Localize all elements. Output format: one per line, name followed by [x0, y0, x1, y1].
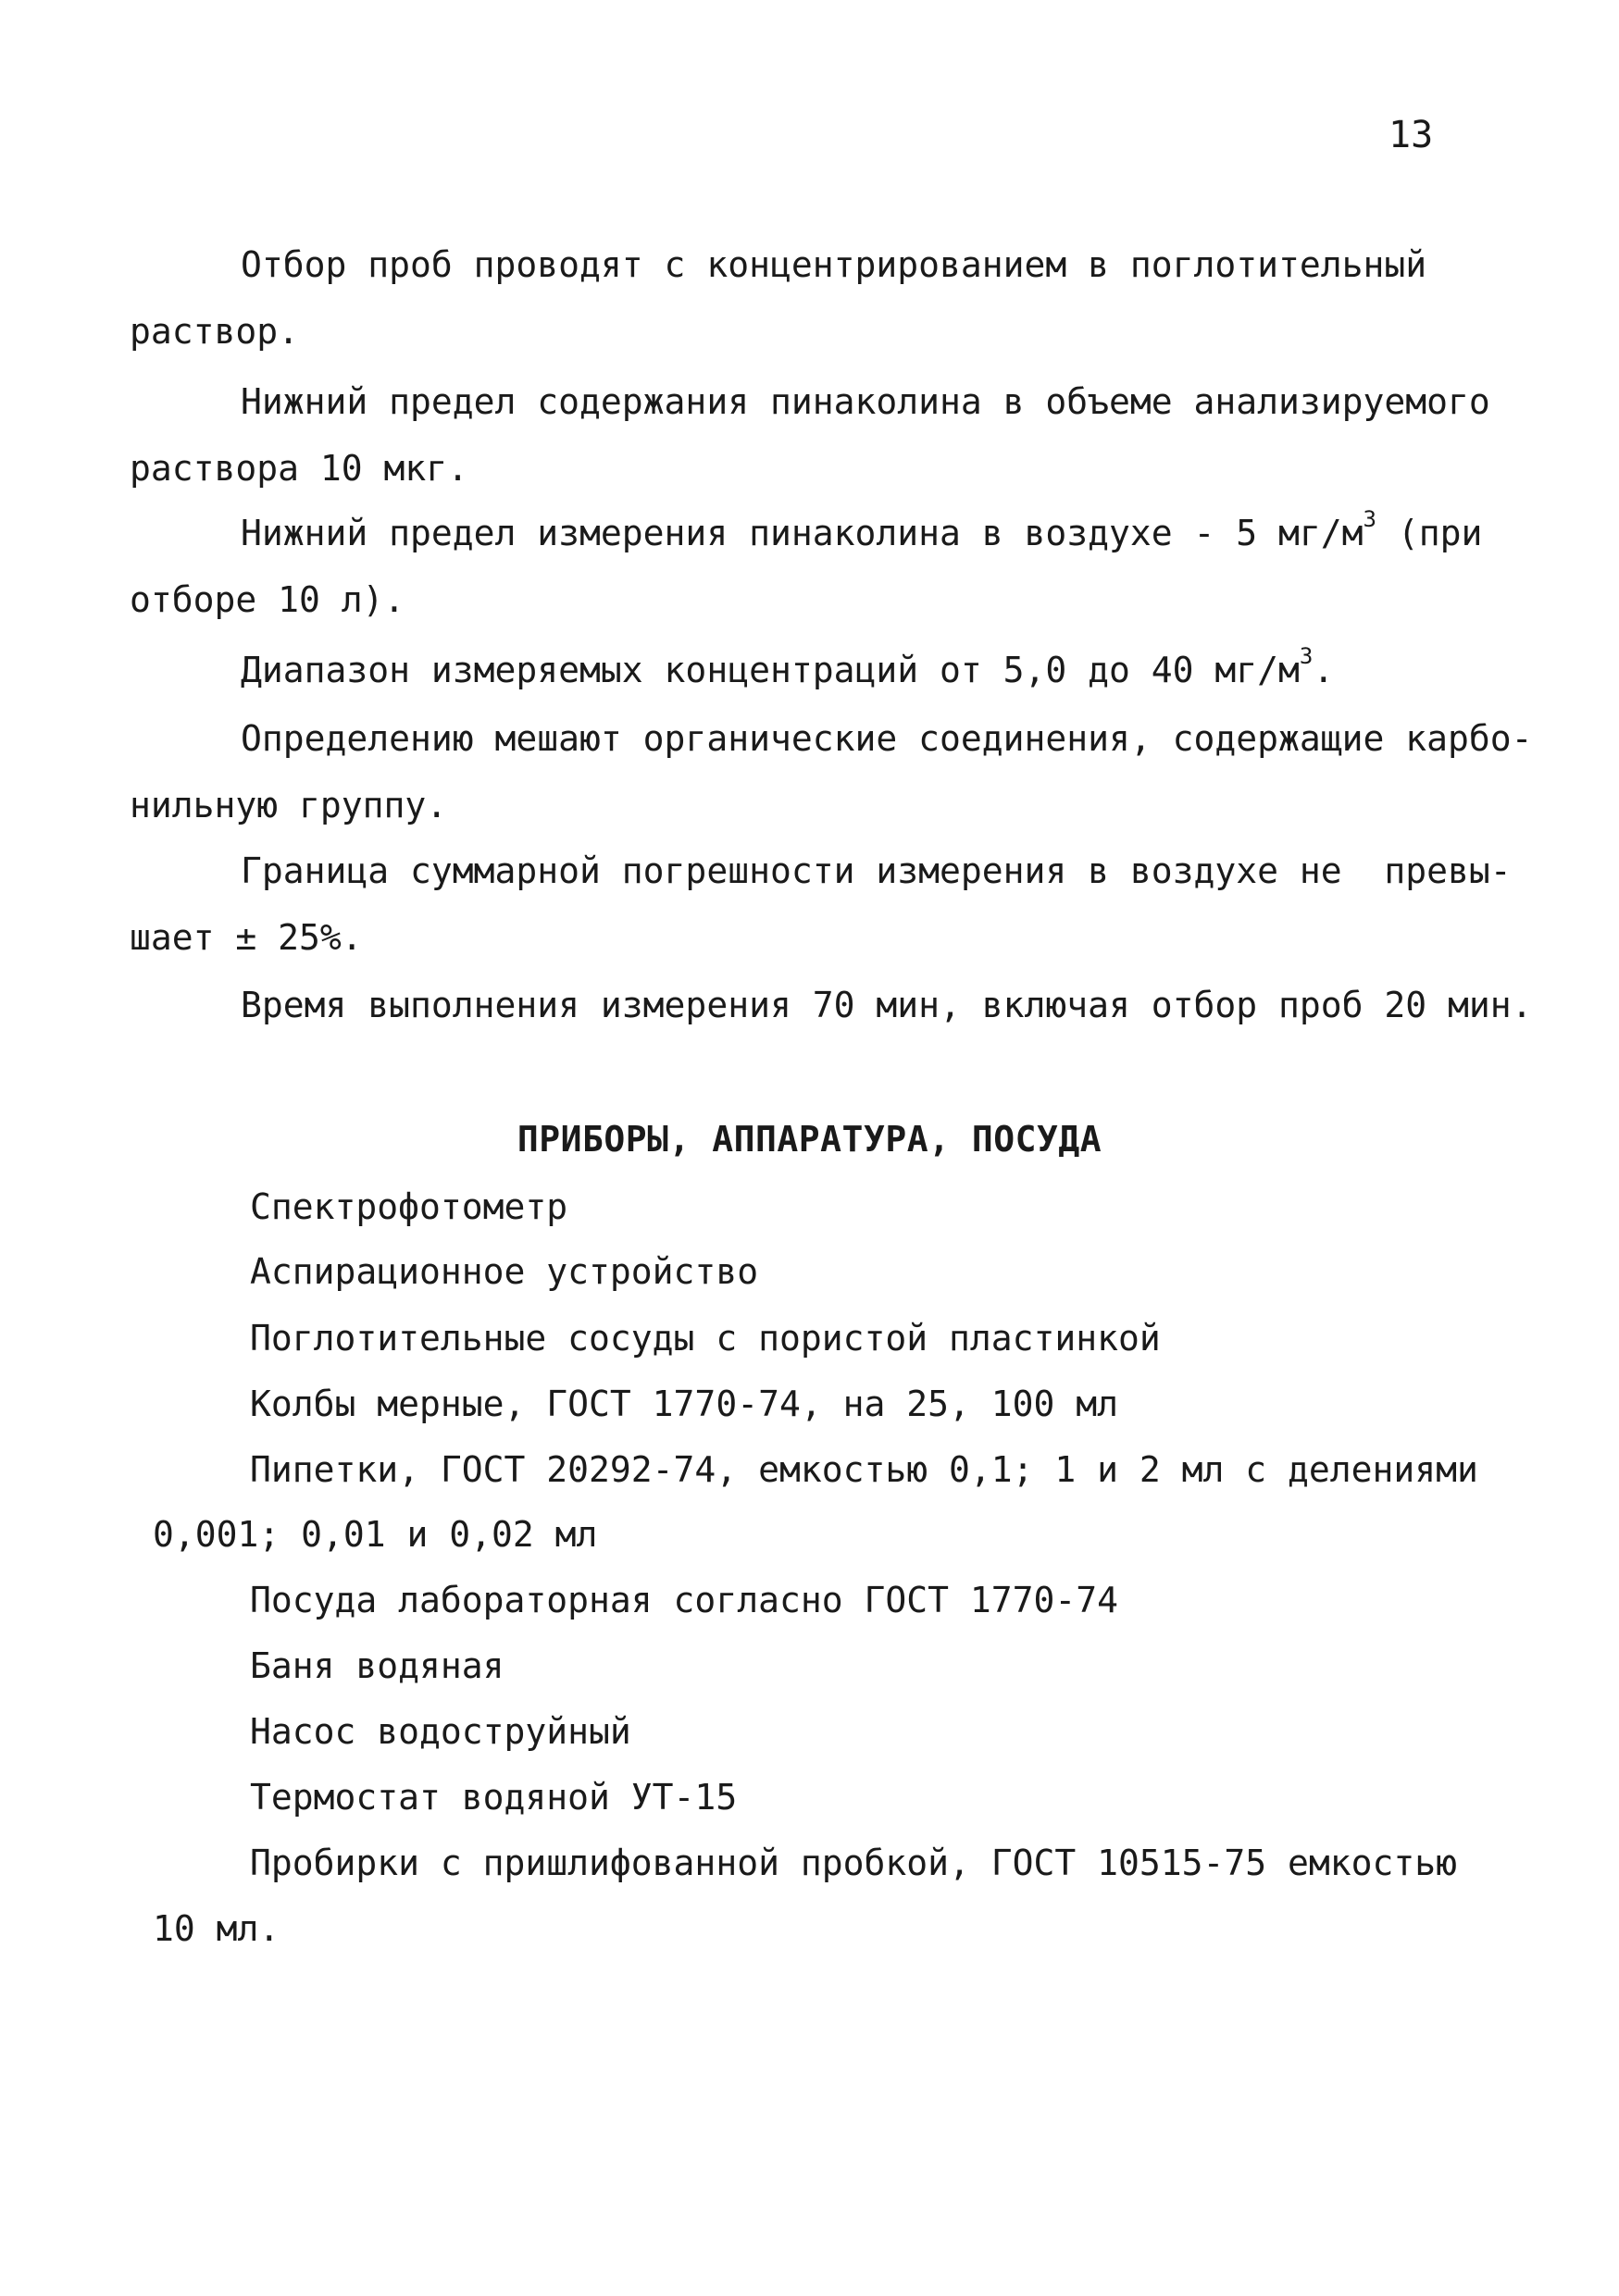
paragraph-line: Нижний предел измерения пинаколина в воздухе - 5 $мг/м^3$ (при: [241, 506, 1483, 553]
paragraph-line: Граница суммарной погрешности измерения в воздухе не превы-: [241, 850, 1512, 891]
paragraph-range: [130, 637, 1481, 703]
equipment-item: Насос водоструйный: [250, 1711, 631, 1752]
equipment-item: Аспирационное устройство: [250, 1251, 759, 1292]
paragraph-line: раствор.: [130, 311, 300, 352]
paragraph-line: Нижний предел содержания пинаколина в объеме анализируемого: [241, 381, 1490, 422]
paragraph-line: отборе 10 л).: [130, 579, 405, 620]
paragraph-line: Определению мешают органические соединения, содержащие карбо-: [241, 718, 1533, 759]
paragraph-line: Отбор проб проводят с концентрированием в поглотительный: [241, 244, 1427, 285]
equipment-item: Колбы мерные, ГОСТ 1770-74, на 25, 100 мл: [250, 1384, 1118, 1424]
paragraph-line: шает ± 25%.: [130, 917, 363, 958]
page-number: 13: [1389, 114, 1434, 156]
paragraph-duration: [130, 972, 1533, 1038]
equipment-item: Пробирки с пришлифованной пробкой, ГОСТ 10515-75 емкостью: [250, 1843, 1458, 1883]
paragraph-sampling: [130, 231, 1481, 365]
equipment-item-continuation: 0,001; 0,01 и 0,02 мл: [153, 1514, 598, 1555]
paragraph-lower-limit-solution: [130, 368, 1490, 502]
paragraph-line: раствора 10 мкг.: [130, 448, 469, 489]
equipment-item: Поглотительные сосуды с пористой пластинкой: [250, 1318, 1161, 1359]
equipment-item-continuation: 10 мл.: [153, 1908, 280, 1949]
paragraph-interference: [130, 705, 1533, 838]
paragraph-line: Время выполнения измерения 70 мин, включая отбор проб 20 мин.: [241, 985, 1533, 1025]
equipment-item: Пипетки, ГОСТ 20292-74, емкостью 0,1; 1 и 2 мл с делениями: [250, 1449, 1478, 1490]
equipment-item: Баня водяная: [250, 1645, 504, 1686]
paragraph-lower-limit-air: [130, 500, 1481, 633]
paragraph-line: Диапазон измеряемых концентраций от 5,0 до 40 $мг/м^3$.: [241, 643, 1335, 690]
paragraph-error-bound: [130, 838, 1512, 971]
equipment-item: Термостат водяной УТ-15: [250, 1777, 738, 1818]
equipment-item: Спектрофотометр: [250, 1186, 568, 1227]
equipment-item: Посуда лабораторная согласно ГОСТ 1770-74: [250, 1580, 1118, 1620]
section-heading-equipment: ПРИБОРЫ, АППАРАТУРА, ПОСУДА: [517, 1119, 1102, 1160]
paragraph-line: нильную группу.: [130, 785, 448, 825]
